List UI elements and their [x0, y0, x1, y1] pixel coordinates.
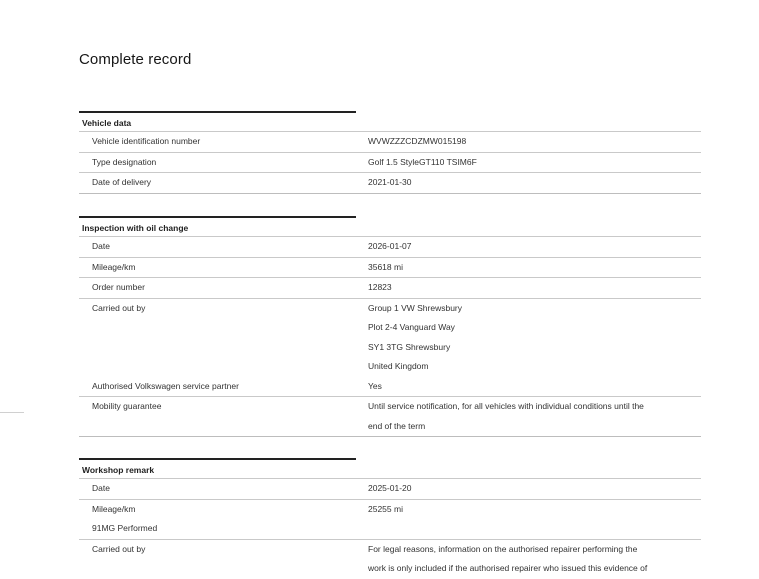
record-row: [79, 236, 701, 257]
row-value: 12823: [368, 282, 392, 292]
record-row: [79, 257, 701, 278]
section-workshop-remark: [79, 458, 701, 579]
row-value-line: end of the term: [368, 420, 426, 431]
record-row: [79, 277, 701, 298]
section-divider: [79, 436, 701, 437]
row-label: Order number: [92, 282, 145, 292]
row-value-line: Until service notification, for all vehicles with individual conditions until the: [368, 401, 644, 411]
record-row: [79, 539, 701, 579]
record-row: [79, 298, 701, 377]
row-value: 25255 mi: [368, 503, 403, 514]
section-title: Inspection with oil change: [79, 216, 356, 236]
row-value: Golf 1.5 StyleGT110 TSIM6F: [368, 156, 477, 167]
row-value: 2021-01-30: [368, 177, 412, 187]
row-value: 2026-01-07: [368, 241, 412, 251]
row-value-line: Group 1 VW Shrewsbury: [368, 302, 463, 313]
row-value: 35618 mi: [368, 261, 403, 272]
row-value: 2025-01-20: [368, 483, 412, 493]
row-value: [368, 519, 701, 539]
row-value-line: SY1 3TG Shrewsbury: [368, 341, 451, 352]
row-value: Yes: [368, 380, 382, 391]
section-inspection: [79, 216, 701, 437]
page-edge-mark: [0, 412, 24, 413]
record-row: [79, 396, 701, 436]
record-row: [79, 478, 701, 499]
record-row: [79, 499, 701, 520]
row-label: Authorised Volkswagen service partner: [92, 380, 239, 391]
row-value: WVWZZZCDZMW015198: [368, 136, 467, 146]
row-value-line: United Kingdom: [368, 361, 429, 371]
row-value-line: work is only included if the authorised repairer who issued this evidence of: [368, 563, 648, 573]
row-label: Mileage/km: [92, 261, 136, 272]
row-label: Type designation: [92, 156, 157, 167]
section-title: Vehicle data: [79, 111, 356, 131]
row-label: Mobility guarantee: [92, 401, 162, 411]
section-title: Workshop remark: [79, 458, 356, 478]
row-label: Mileage/km: [92, 503, 136, 514]
row-value-line: Plot 2-4 Vanguard Way: [368, 322, 455, 332]
section-divider: [79, 193, 701, 194]
page-title: Complete record: [79, 51, 192, 68]
record-row: [79, 377, 701, 397]
section-vehicle-data: [79, 111, 701, 194]
row-label: 91MG Performed: [92, 523, 158, 533]
record-row: [79, 152, 701, 173]
row-label: Vehicle identification number: [92, 136, 201, 146]
row-label: Carried out by: [92, 302, 146, 313]
row-label: Carried out by: [92, 543, 146, 554]
record-row: [79, 519, 701, 539]
row-label: Date of delivery: [92, 177, 152, 187]
record-row: [79, 172, 701, 193]
row-value-line: For legal reasons, information on the authorised repairer performing the: [368, 543, 638, 554]
row-label: Date: [92, 483, 110, 493]
record-row: [79, 131, 701, 152]
row-label: Date: [92, 241, 110, 251]
